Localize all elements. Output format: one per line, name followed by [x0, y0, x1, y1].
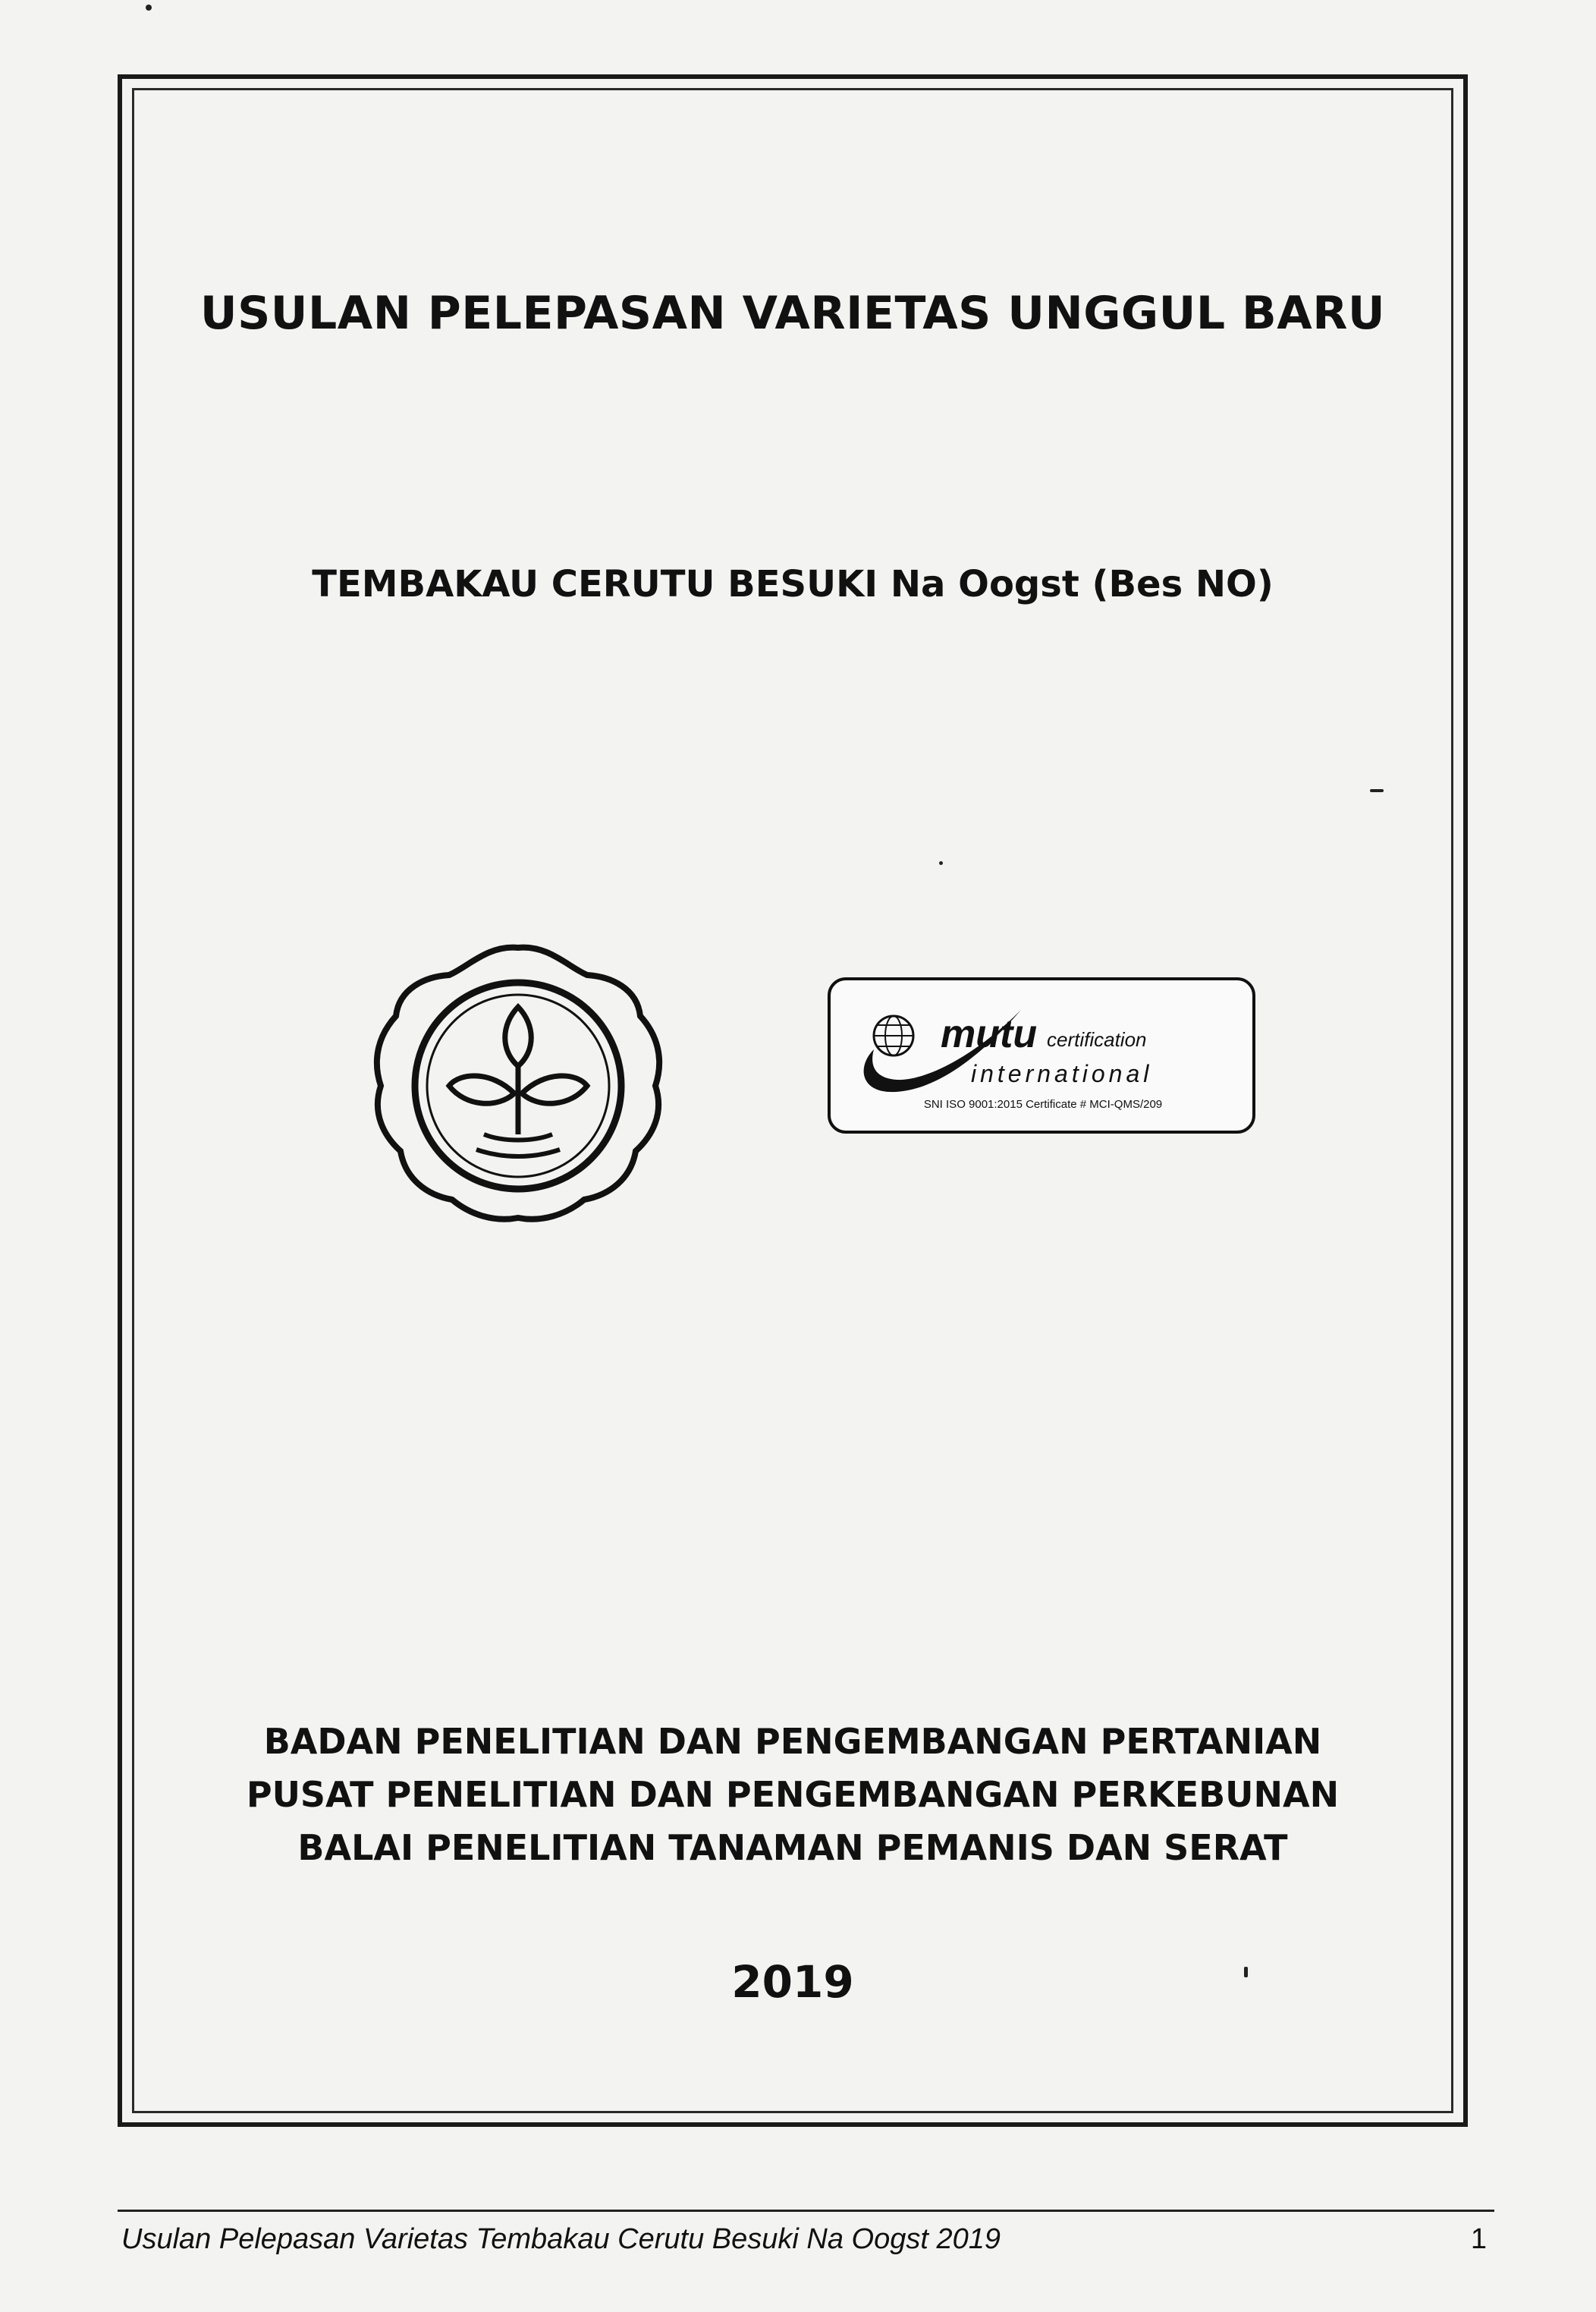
institution-line-2: PUSAT PENELITIAN DAN PENGEMBANGAN PERKEBUNAN	[246, 1774, 1340, 1815]
page-number: 1	[1470, 2223, 1487, 2255]
scan-speck	[146, 5, 152, 11]
scan-speck	[1244, 1967, 1248, 1977]
scan-speck	[1370, 789, 1384, 792]
scan-speck	[939, 861, 943, 865]
mutu-certification-word: certification	[1047, 1028, 1147, 1051]
mutu-brand-text: mutu	[941, 1012, 1038, 1056]
institution-line-3: BALAI PENELITIAN TANAMAN PEMANIS DAN SERAT	[297, 1827, 1288, 1868]
mutu-certification-logo	[827, 977, 1256, 1134]
document-year: 2019	[731, 1956, 854, 2008]
document-title: USULAN PELEPASAN VARIETAS UNGGUL BARU	[200, 287, 1386, 340]
footer-rule	[118, 2210, 1494, 2212]
ministry-of-agriculture-emblem-icon	[370, 937, 666, 1225]
institution-line-1: BADAN PENELITIAN DAN PENGEMBANGAN PERTANIAN	[263, 1721, 1322, 1762]
mutu-certificate-line: SNI ISO 9001:2015 Certificate # MCI-QMS/209	[923, 1098, 1163, 1111]
mutu-international-word: international	[971, 1060, 1153, 1087]
document-subtitle: TEMBAKAU CERUTU BESUKI Na Oogst (Bes NO)	[312, 563, 1274, 606]
footer-running-title: Usulan Pelepasan Varietas Tembakau Cerutu Besuki Na Oogst 2019	[121, 2223, 1001, 2255]
